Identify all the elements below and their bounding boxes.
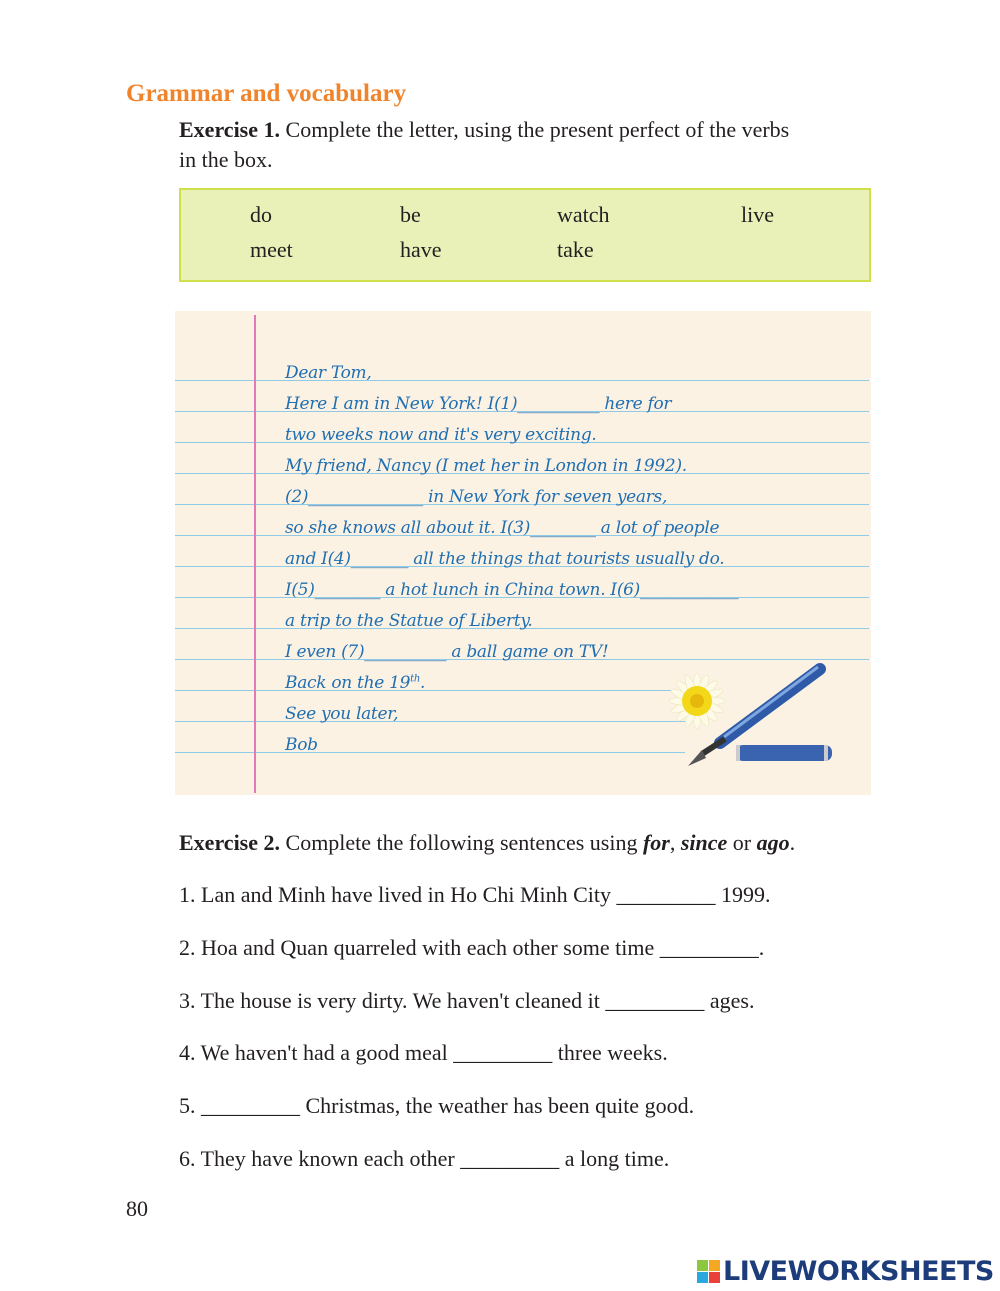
answer-blank[interactable]: _________	[616, 882, 716, 907]
verb: watch	[557, 202, 610, 227]
ruled-line	[175, 380, 869, 381]
answer-blank[interactable]: _________	[453, 1040, 553, 1065]
verb: live	[741, 202, 774, 227]
letter-line[interactable]: I(5)________ a hot lunch in China town. I(6)____________	[285, 580, 739, 600]
liveworksheets-logo-icon	[697, 1260, 720, 1283]
question-2: 2. Hoa and Quan quarreled with each other some time _________.	[179, 935, 765, 960]
question-3: 3. The house is very dirty. We haven't cleaned it _________ ages.	[179, 988, 755, 1013]
letter-line: See you later,	[285, 704, 399, 724]
question-6: 6. They have known each other _________ a long time.	[179, 1146, 670, 1171]
page-number: 80	[126, 1196, 148, 1221]
letter-line: Bob	[285, 735, 318, 755]
verb: take	[557, 237, 594, 262]
letter-line[interactable]: so she knows all about it. I(3)________ a lot of people	[285, 518, 720, 538]
exercise1-label: Exercise 1.	[179, 117, 281, 142]
exercise2-instruction: Exercise 2. Complete the following sentences using for, since or ago.	[179, 830, 796, 855]
ruled-line	[175, 690, 685, 691]
exercise2-label: Exercise 2.	[179, 830, 281, 855]
fountain-pen-icon	[680, 661, 840, 771]
letter-paper	[175, 311, 871, 795]
verb: have	[400, 237, 442, 262]
letter-line[interactable]: I even (7)__________ a ball game on TV!	[285, 642, 609, 662]
question-5: 5. _________ Christmas, the weather has been quite good.	[179, 1093, 695, 1118]
letter-line: Dear Tom,	[285, 363, 372, 383]
verb: be	[400, 202, 421, 227]
answer-blank[interactable]: _________	[201, 1093, 300, 1118]
exercise1-text-line2: in the box.	[179, 147, 273, 172]
letter-line[interactable]: (2)______________ in New York for seven years,	[285, 487, 668, 507]
answer-blank[interactable]: _________	[659, 935, 759, 960]
letter-line: My friend, Nancy (I met her in London in 1992).	[285, 456, 687, 476]
letter-line: a trip to the Statue of Liberty.	[285, 611, 533, 631]
letter-line[interactable]: Here I am in New York! I(1)__________ here for	[285, 394, 672, 414]
verb-box	[179, 188, 871, 282]
answer-blank[interactable]: _________	[605, 988, 705, 1013]
question-4: 4. We haven't had a good meal _________ three weeks.	[179, 1040, 668, 1065]
verb: meet	[250, 237, 293, 262]
section-title: Grammar and vocabulary	[126, 80, 407, 107]
verb: do	[250, 202, 272, 227]
answer-blank[interactable]: _________	[460, 1146, 560, 1171]
letter-line[interactable]: and I(4)_______ all the things that tourists usually do.	[285, 549, 725, 569]
ruled-line	[175, 752, 685, 753]
margin-line	[254, 315, 256, 793]
ruled-line	[175, 721, 685, 722]
logo-text: LIVEWORKSHEETS	[723, 1256, 994, 1287]
exercise1-text: Complete the letter, using the present perfect of the verbs	[280, 117, 790, 142]
letter-line: Back on the 19th.	[285, 673, 426, 693]
question-1: 1. Lan and Minh have lived in Ho Chi Minh City _________ 1999.	[179, 882, 771, 907]
exercise1-instruction	[179, 115, 879, 175]
liveworksheets-logo[interactable]	[697, 1256, 994, 1287]
letter-line: two weeks now and it's very exciting.	[285, 425, 597, 445]
